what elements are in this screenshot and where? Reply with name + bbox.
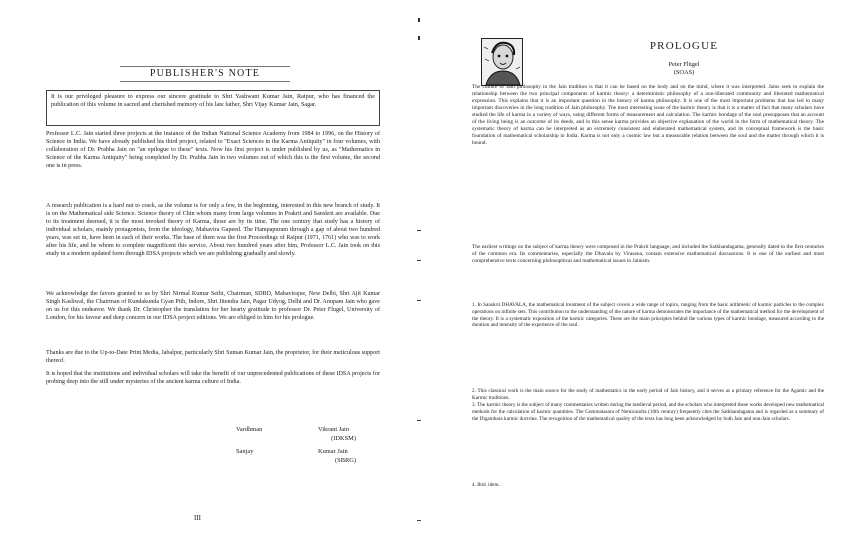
dedication-box: It is our privileged pleasure to express our sincere gratitude to Shri Yashwant Kumar Jain, Raipur, who has financed the publication of this volume in sacred and cherished memory of his late father, Shri Vijay Kumar Jain, Sagar.	[46, 90, 380, 126]
binding-mark	[418, 18, 420, 22]
prologue-paragraph: The culture of Jain philosophy in the Jain tradition is that it can be based on the body and on the mind, where it was interpreted. Jains seek to explain the relationship between the two principal components of karmic theory: a deterministic philosophy of a non-liberated community and liberated mathematical expression. This explains that it is an important question in the history of karma philosophy. It is one of the most important problems that has led to many important discoveries in the long tradition of Jain philosophy. The most interesting issue of the karmic theory is that it is a matter of fact that many scholars have studied the life of karma in a variety of ways, using different forms of measurement and calculation. The karmic bondage of the soul presupposes that an account of the living being is an outcome of its deeds, and in this sense karma provides an objective explanation of the world in the form of mathematical theory. The systematic theory of karma can be interpreted as an extremely consistent and elaborated mathematical system, and its conceptual framework is the basic foundation of mathematical scholarship in India. Karma is not only a cosmic law but a measurable relation between the soul and the matter through which it is bound.	[472, 84, 824, 146]
signatory	[236, 447, 386, 465]
binding-mark	[417, 300, 421, 301]
page-number: III	[194, 514, 201, 522]
author-affiliation: (SOAS)	[673, 69, 695, 76]
note-paragraph: A research publication is a hard nut to crack, as the volume is for only a few, in the beginning, interested in this new branch of study. It is on the Mathematical side Science. Science theory of Chin whom many from large volumes in Prakrit and Sanskrit are available. Due to its treatment deemed, it is the most invoked theory of Karma, those are by its time. The one century that study has a history of individual scholars, mainly protagonists, from the ideology, Mahavira Gapeed. The Hampapuram through a gap of about two hundred years, was set in, have been in each of their works. The base of them was the first Proceedings of Raipur (1971, 1761) who was to work after his life, and he whom to complete magnificent this service. About two hundred years after him, Professor L.C. Jain took on this study in a modern updated form through IDSA projects which we are publishing gradually and slowly.	[46, 203, 380, 257]
signatory-name: Vardhman	[236, 426, 263, 433]
signatory-role: (IDKSM)	[331, 435, 356, 442]
footnote: 1. In Sanskrit DHAVALA, the mathematical treatment of the subject covers a wide range of topics, ranging from the basic arithmetic of karmic particles to the complex operations on infinite sets. This contribution to the understanding of the nature of karma demonstrates the importance of the mathematical method for the development of the theory. It is a systematic exposition of the karmic categories. These are the main principles behind the various types of karmic bondage, measured according to the duration and intensity of the experience of the soul.	[472, 302, 824, 329]
author-block	[604, 61, 764, 77]
author-portrait	[481, 38, 523, 86]
publishers-note-title: PUBLISHER'S NOTE	[120, 66, 290, 82]
signatory-name-second: Vikrant Jain	[318, 426, 350, 433]
binding-mark	[417, 260, 421, 261]
book-gutter	[410, 0, 434, 548]
signatory	[236, 425, 386, 443]
signatory-role: (SBRG)	[335, 457, 356, 464]
footnote: 3. The karmic theory is the subject of many commentaries written during the medieval period, and the scholars who interpreted these works developed new mathematical methods for the calculation of karmic quantities. The Gommatasara of Nemicandra (10th century) frequently cites the Satkhandagama and is regarded as a summary of the Digambara karmic doctrine. The recognition of the mathematical quality of the texts has long been acknowledged by both Jain and non-Jain scholars.	[472, 402, 824, 422]
publishers-note-page	[0, 0, 410, 548]
prologue-page	[434, 0, 844, 548]
note-paragraph: Thanks are due to the Up-to-Date Print Media, Jabalpur, particularly Shri Suman Kumar Jain, the proprietor, for their meticulous support thereof.	[46, 350, 380, 364]
binding-mark	[417, 230, 421, 231]
note-paragraph: We acknowledge the favors granted to us by Shri Nirmal Kumar Sethi, Chairman, SDBD, Mahavirajee, New Delhi, Shri Ajit Kumar Singh Kasliwal, the Chairman of Kundakunda Gyan Pith, Indore, Shri Jitendra Jain, Pagar Udyog, Delhi and Dr. Anupam Jain who gave on us for this endeavor. We thank Dr. Christopher the translation for her hearty gratitude to professor Dr. Peter Flugel, University of London, for his favour and deep concern in our IDSA project editions. We are obliged to him for his prologue.	[46, 291, 380, 321]
signatory-name-second: Kumar Jain	[318, 448, 348, 455]
binding-mark	[417, 520, 421, 521]
prologue-paragraph: The earliest writings on the subject of karma theory were composed in the Prakrit language, and included the Satkhandagama, generally dated to the first centuries of the common era. Its commentaries, especially the Dhavala by Virasena, contain extensive mathematical discussions. It is one of the earliest and most comprehensive texts concerning philosophical and mathematical issues in Jainism.	[472, 244, 824, 264]
portrait-image	[482, 39, 522, 85]
prologue-title: PROLOGUE	[649, 40, 719, 52]
footnote: 4. Ibid. idem.	[472, 482, 500, 488]
binding-mark	[417, 420, 421, 421]
author-name: Peter Flügel	[668, 61, 700, 68]
signatory-name: Sanjay	[236, 448, 254, 455]
note-paragraph: It is hoped that the institutions and individual scholars will take the benefit of our unprecedented publications of these IDSA projects for probing deep into the still under mysteries of the ancient karma culture of India.	[46, 371, 380, 385]
note-paragraph: Professor L.C. Jain started three projects at the instance of the Indian National Science Academy from 1984 to 1996, on the History of Science in India. We have already published his third project, related to "Exact Sciences in the Karma Antiquity" in four volumes, with collaboration of Dr. Prabha Jain on "an epilogue to these" texts. Now his first project is under published by us, as "Mathematics in Science of the Karma Antiquity" being completed by Dr. Prabha Jain in two volumes out of which this is the first volume, the second one is in press.	[46, 131, 380, 169]
footnote: 2. This classical work is the main source for the study of mathematics in the early period of Jain history, and it serves as a primary reference for the Agamic and the Karmic traditions.	[472, 388, 824, 401]
binding-mark	[418, 36, 420, 40]
